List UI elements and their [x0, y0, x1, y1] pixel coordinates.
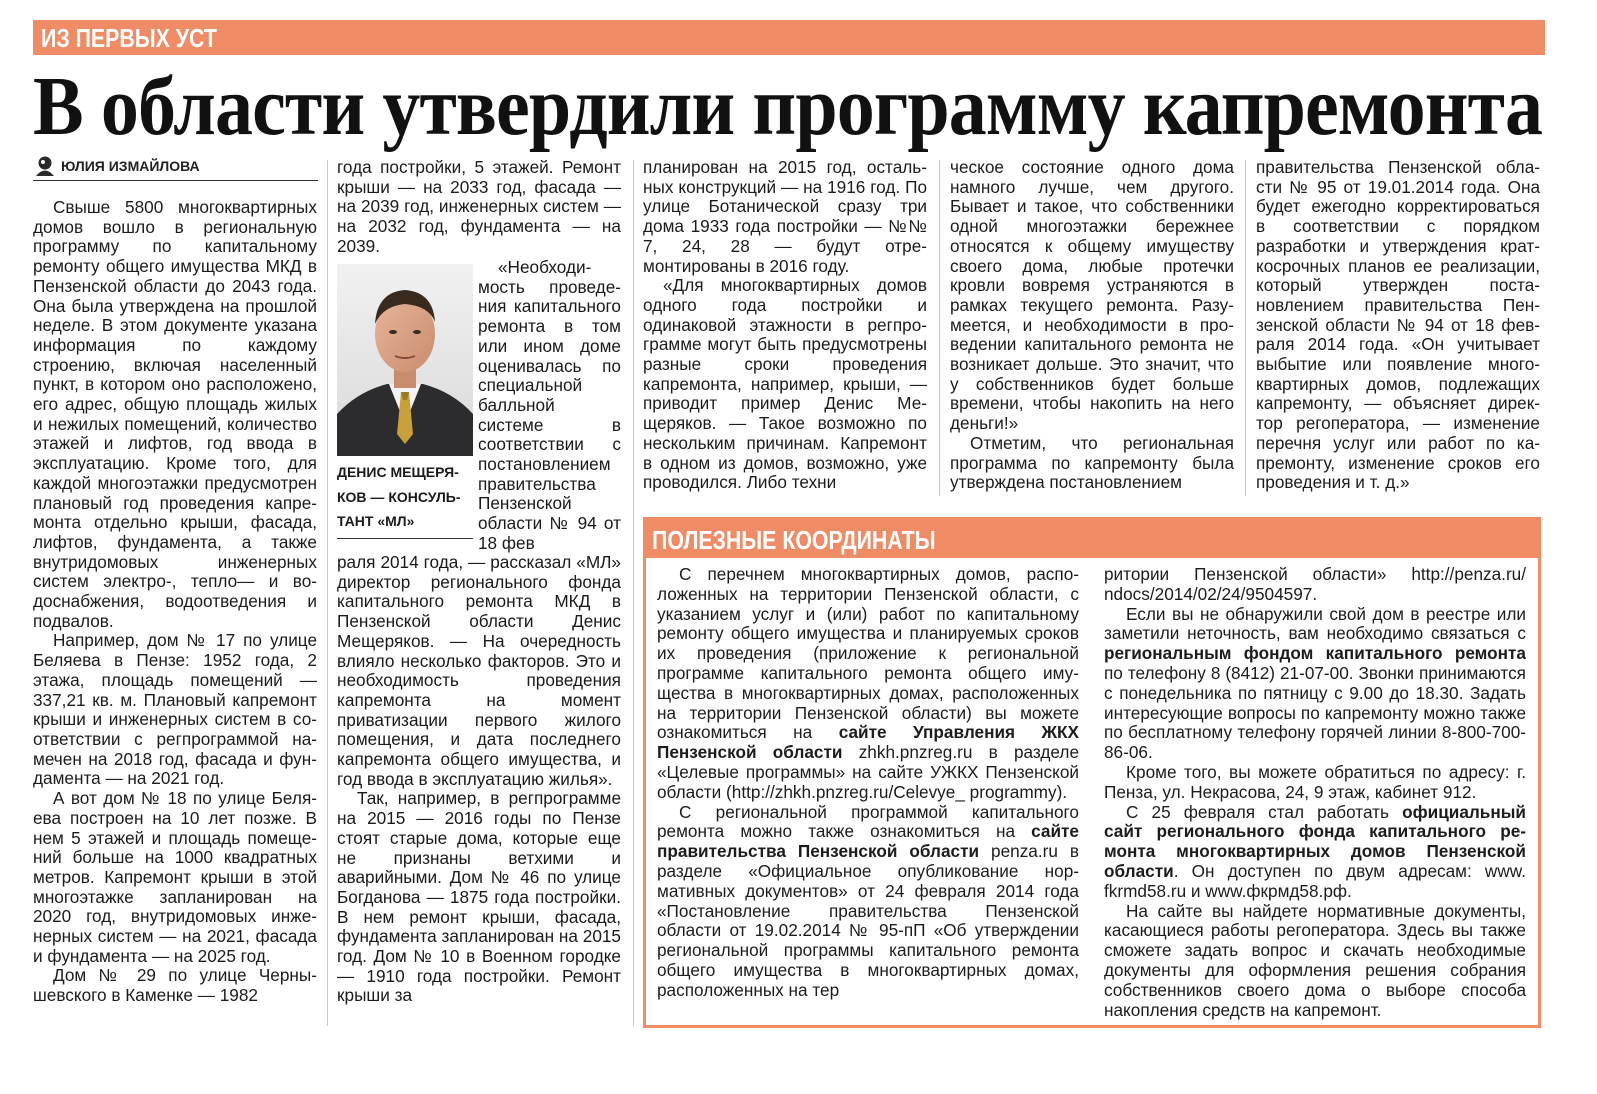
article-column-1 — [33, 198, 317, 1006]
useful-contacts-box — [643, 517, 1541, 1028]
column-divider — [327, 160, 328, 1026]
paragraph: На сайте вы найдете нормативные документы, касающиеся работы регоператора. Здесь вы также сможете задать вопрос и скачать необходимые документы для оформления решения собрания собственников своего дома о выборе способа накопления средств на капремонт. — [1104, 900, 1526, 1020]
paragraph: Отметим, что региональная программа по капремонту была утверждена постановлением — [950, 432, 1234, 493]
paragraph: Свыше 5800 многоквартирных домов вошло в региональную программу по капитальному ремонту общего имущества МКД в Пензенской области до 2043 года. Она была утверждена на прошлой неделе. В этом документе указана информация по каждому строению, включая населенный пункт, в котором оно расположено, его адрес, общую площадь жилых и нежилых помещений, количество этажей и лифтов, год ввода в эксплуатацию. Кроме того, для каждой многоэтажки предусмотрен плановый год проведения капремонта отдельно крыши, фасада, лифтов, фундамента, а также внутридомовых инженерных систем электро-, тепло— и водоснабжения, водоотведения и подвалов. — [33, 197, 317, 631]
author-portrait-icon — [33, 154, 57, 176]
article-column-5 — [1256, 158, 1540, 493]
text: zhkh.pnzreg.ru в разделе «Целевые программы» на сайте УЖКХ Пензенской области (http://zhkh.pnzreg.ru/Celevye_ programmy). — [657, 742, 1079, 802]
article-column-4 — [950, 158, 1234, 493]
article-column-3 — [643, 158, 927, 493]
article-column-2-continued — [337, 553, 621, 1006]
text: . Он доступен по двум адресам: www. fkrmd58.ru и www.фкрмд58.рф. — [1104, 860, 1526, 901]
text: С перечнем многоквартирных домов, расположенных на территории Пензенской области, с указанием услуг и (или) работ по капитальному ремонту общего имущества и планируемых сроков их проведения (приложение к региональной программе капитального ремонта общего имущества в многоквартирных домах, расположенных на территории Пензенской области) вы можете ознакомиться на — [657, 564, 1079, 743]
portrait-figure — [337, 264, 473, 536]
page-top-strip — [0, 0, 1597, 6]
box-title: ПОЛЕЗНЫЕ КООРДИНАТЫ — [652, 525, 936, 555]
article-headline: В области утвердили программу капремонта — [33, 60, 1543, 153]
bold-text: официальный сайт регионального фонда капитального ремонта многоквартирных домов Пензенской области — [1104, 801, 1526, 881]
article-column-2 — [337, 158, 621, 257]
box-column-1 — [657, 565, 1079, 1001]
text: penza.ru в разделе «Официальное опубликование нормативных документов» от 24 февраля 2014 года «Постановление правительства Пензенской области от 19.02.2014 № 95-пП «Об утверждении региональной программы капитального ремонта общего имущества в многоквартирных домах, расположенных на тер — [657, 841, 1079, 1000]
text: Если вы не обнаружили свой дом в реестре или заметили неточность, вам необходимо связаться с — [1104, 603, 1526, 644]
text: С 25 февраля стал работать — [1126, 801, 1403, 822]
column-divider — [1245, 160, 1246, 496]
column-divider — [939, 160, 940, 496]
paragraph — [657, 803, 1079, 1001]
paragraph: «Для многоквартирных домов одного года постройки и одинаковой этажности в регпрограмме могут быть предусмотрены разные сроки проведения капремонта, например, крыши, — приводит пример Денис Мещеряков. — Такое возможно по нескольким причинам. Капремонт в одном из домов, возможно, уже проводился. Либо техни — [643, 275, 927, 493]
paragraph — [657, 565, 1079, 803]
paragraph — [1104, 605, 1526, 763]
text: С региональной программой капитального ремонта можно также ознакомиться на — [657, 801, 1079, 842]
bold-text: сайте правительства Пензенской области — [657, 821, 1079, 862]
column-divider — [633, 160, 634, 1026]
paragraph — [1104, 803, 1526, 902]
photo-caption: ДЕНИС МЕЩЕРЯКОВ — КОНСУЛЬТАНТ «МЛ» — [337, 460, 473, 539]
box-title-bar — [646, 520, 1538, 558]
paragraph: года постройки, 5 этажей. Ремонт крыши — на 2033 год, фасада — на 2039 год, инженерных систем — на 2032 год, фундамента — на 2039. — [337, 157, 621, 256]
author-name: ЮЛИЯ ИЗМАЙЛОВА — [61, 158, 200, 174]
rubric-bar — [33, 20, 1545, 55]
paragraph: Так, например, в регпрограмме на 2015 — 2016 годы по Пензе стоят старые дома, которые еще не признаны ветхими и аварийными. Дом № 46 по улице Богданова — 1875 года постройки. В нем ремонт крыши, фасада, фундамента запланирован на 2015 год. Дом № 10 в Военном городке — 1910 года постройки. Ремонт крыши за — [337, 788, 621, 1006]
paragraph: ческое состояние одного дома намного лучше, чем другого. Бывает и такое, что собственники одной многоэтажки бережнее относятся к общему имуществу своего дома, любые протечки кровли вовремя устраняются в рамках текущего ремонта. Разумеется, и необходимости в проведении капитального ремонта не возникает дольше. Это значит, что у собственников будет больше времени, чтобы накопить на него деньги!» — [950, 157, 1234, 434]
paragraph: ритории Пензенской области» http://penza.ru/ ndocs/2014/02/24/9504597. — [1104, 564, 1526, 604]
quote-beside-photo — [478, 258, 621, 554]
paragraph: Кроме того, вы можете обратиться по адресу: г. Пенза, ул. Некрасова, 24, 9 этаж, кабинет 912. — [1104, 761, 1526, 802]
portrait-photo — [337, 264, 473, 456]
byline — [33, 152, 318, 181]
text: по телефону 8 (8412) 21-07-00. Звонки принимаются с понедельника по пятницу с 9.00 до 18.30. Задать интересующие вопросы по капремонту можно также по бесплатному телефону горячей линии 8-800-700-86-06. — [1104, 662, 1526, 763]
paragraph: раля 2014 года, — рассказал «МЛ» директор регионального фонда капитального ремонта МКД в Пензенской области Денис Мещеряков. — На очередность влияло несколько факторов. Это и необходимость проведения капремонта на момент приватизации первого жилого помещения, и дата последнего капремонта общего имущества, и год ввода в эксплуатацию жилья». — [337, 552, 621, 789]
box-column-2 — [1104, 565, 1526, 1020]
paragraph: «Необходимость проведения капитального ремонта в том или ином доме оценивалась по специальной балльной системе в соответствии с постановлением правительства Пензенской области № 94 от 18 фев — [478, 257, 621, 553]
paragraph: Дом № 29 по улице Чернышевского в Каменке — 1982 — [33, 965, 317, 1006]
paragraph: правительства Пензенской области № 95 от 19.01.2014 года. Она будет ежегодно корректироваться в соответствии с порядком разработки и утверждения краткосрочных планов ее реализации, который утвержден постановлением правительства Пензенской области № 94 от 18 февраля 2014 года. «Он учитывает выбытие или появление многоквартирных домов, подлежащих капремонту, — объясняет директор регоператора, — изменение перечня услуг или работ по капремонту, изменение сроков его проведения и т. д.» — [1256, 157, 1540, 493]
bold-text: сайте Управления ЖКХ Пензенской области — [657, 722, 1079, 763]
paragraph: А вот дом № 18 по улице Беляева построен на 10 лет позже. В нем 5 этажей и площадь помещений больше на 1000 квадратных метров. Капремонт крыши в этой многоэтажке запланирован на 2020 год, внутридомовых инженерных систем — на 2021, фасада и фундамента — на 2025 год. — [33, 788, 317, 966]
paragraph: планирован на 2015 год, остальных конструкций — на 1916 год. По улице Ботанической сразу три дома 1933 года постройки — №№ 7, 24, 28 — будут отремонтированы в 2016 году. — [643, 157, 927, 276]
paragraph: Например, дом № 17 по улице Беляева в Пензе: 1952 года, 2 этажа, площадь помещений — 337,21 кв. м. Плановый капремонт крыши и инженерных систем в соответствии с регпрограммой намечен на 2018 год, фасада и фундамента — на 2021 год. — [33, 630, 317, 789]
bold-text: региональным фондом капитального ремонта — [1104, 643, 1526, 664]
rubric-label: ИЗ ПЕРВЫХ УСТ — [41, 23, 217, 53]
